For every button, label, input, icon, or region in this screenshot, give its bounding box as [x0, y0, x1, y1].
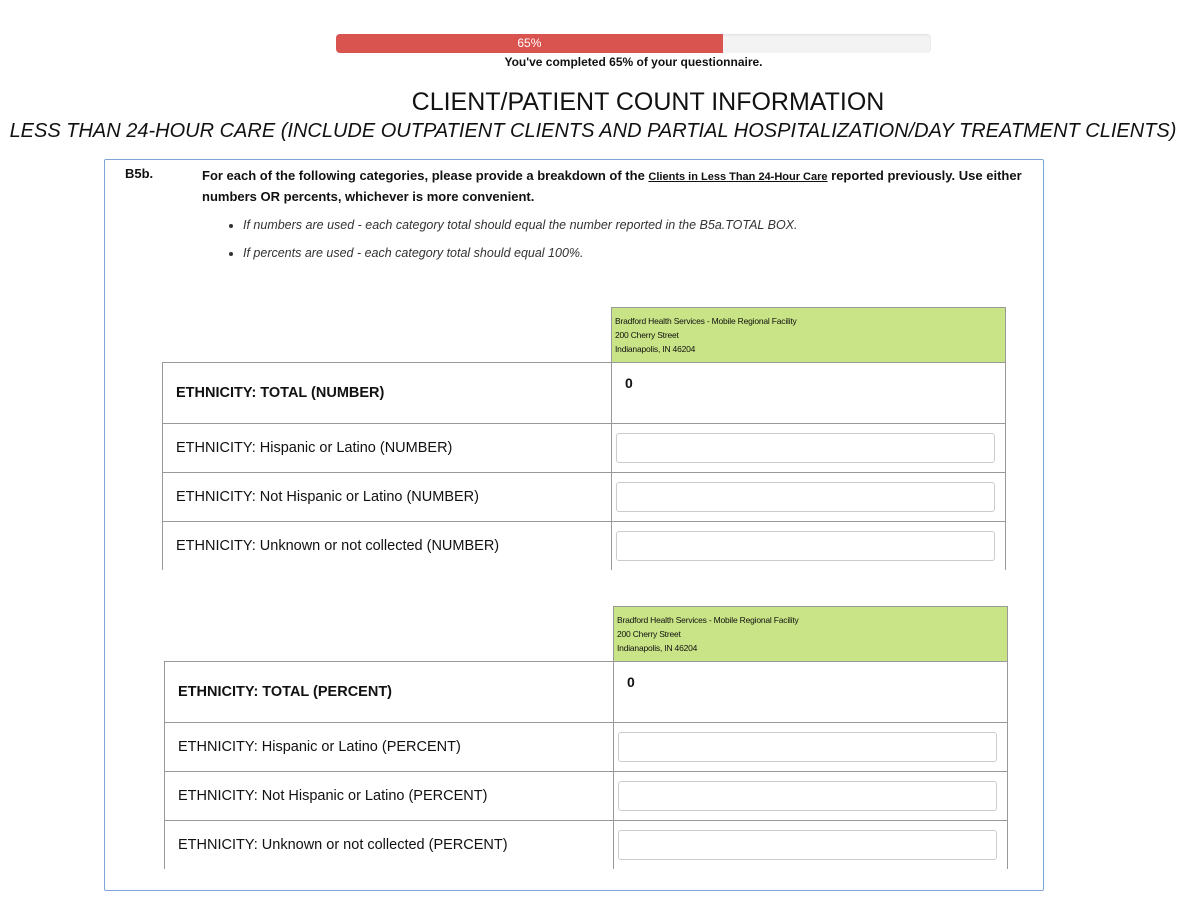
- unknown-number-input[interactable]: [616, 531, 995, 561]
- ethnicity-percent-table: [164, 606, 1008, 869]
- clients-link[interactable]: Clients in Less Than 24-Hour Care: [648, 171, 828, 183]
- ethnicity-number-table: [162, 307, 1006, 570]
- total-value: 0: [612, 363, 1006, 424]
- progress-bar: [336, 34, 931, 53]
- facility-name: Bradford Health Services - Mobile Regional Facility: [615, 316, 797, 326]
- blank-cell: [163, 308, 612, 363]
- facility-street: 200 Cherry Street: [617, 629, 681, 639]
- instruction-item: • If numbers are used - each category total should equal the number reported in the B5a.TOTAL BOX.: [243, 218, 798, 232]
- unknown-percent-input[interactable]: [618, 830, 997, 860]
- facility-street: 200 Cherry Street: [615, 330, 679, 340]
- total-label: ETHNICITY: TOTAL (NUMBER): [163, 363, 612, 424]
- instruction-item: • If percents are used - each category total should equal 100%.: [243, 246, 798, 260]
- row-label: ETHNICITY: Not Hispanic or Latino (NUMBER): [163, 473, 612, 522]
- question-text-end: reported previously. Use either numbers OR percents, whichever is more convenient.: [202, 168, 1022, 204]
- hispanic-percent-input[interactable]: [618, 732, 997, 762]
- question-text-start: For each of the following categories, please provide a breakdown of the: [202, 168, 649, 183]
- question-number: B5b.: [125, 166, 154, 181]
- facility-city: Indianapolis, IN 46204: [615, 344, 696, 354]
- page-title: CLIENT/PATIENT COUNT INFORMATION: [411, 88, 885, 116]
- not-hispanic-percent-input[interactable]: [618, 781, 997, 811]
- blank-cell: [165, 607, 614, 662]
- question-text: [202, 166, 1042, 206]
- row-label: ETHNICITY: Not Hispanic or Latino (PERCENT): [165, 772, 614, 821]
- total-value: 0: [614, 662, 1008, 723]
- progress-fill: 65%: [336, 34, 723, 53]
- row-label: ETHNICITY: Hispanic or Latino (PERCENT): [165, 723, 614, 772]
- facility-header: [614, 607, 1008, 662]
- row-label: ETHNICITY: Hispanic or Latino (NUMBER): [163, 424, 612, 473]
- facility-city: Indianapolis, IN 46204: [617, 643, 698, 653]
- not-hispanic-number-input[interactable]: [616, 482, 995, 512]
- facility-name: Bradford Health Services - Mobile Regional Facility: [617, 615, 799, 625]
- facility-header: [612, 308, 1006, 363]
- instruction-list: [225, 218, 798, 274]
- page-subtitle: LESS THAN 24-HOUR CARE (INCLUDE OUTPATIENT CLIENTS AND PARTIAL HOSPITALIZATION/DAY TREATMENT CLIENTS): [9, 120, 1177, 142]
- progress-text: You've completed 65% of your questionnaire.: [504, 55, 763, 69]
- total-label: ETHNICITY: TOTAL (PERCENT): [165, 662, 614, 723]
- hispanic-number-input[interactable]: [616, 433, 995, 463]
- row-label: ETHNICITY: Unknown or not collected (PERCENT): [165, 821, 614, 870]
- row-label: ETHNICITY: Unknown or not collected (NUMBER): [163, 522, 612, 571]
